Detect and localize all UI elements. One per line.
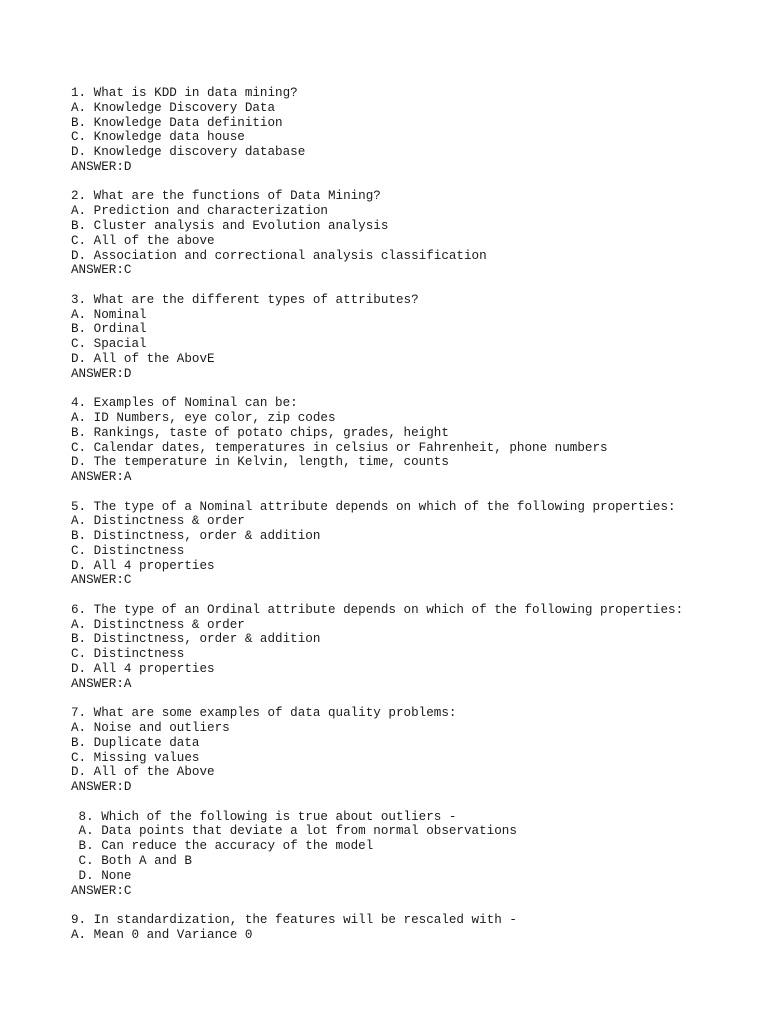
option-d: D. Association and correctional analysis classification xyxy=(71,248,487,263)
answer-line: ANSWER:A xyxy=(71,470,132,485)
question-text: 1. What is KDD in data mining? xyxy=(71,86,298,100)
question-block-9 xyxy=(71,913,751,943)
option-b: B. Distinctness, order & addition xyxy=(71,632,321,647)
answer-line: ANSWER:A xyxy=(71,676,132,691)
option-b: B. Can reduce the accuracy of the model xyxy=(71,839,374,854)
option-a: A. Data points that deviate a lot from normal observations xyxy=(71,824,517,839)
answer-line: ANSWER:C xyxy=(71,263,132,278)
question-text: 2. What are the functions of Data Mining? xyxy=(71,189,381,204)
answer-line: ANSWER:D xyxy=(71,780,132,795)
answer-line: ANSWER:D xyxy=(71,366,132,381)
option-c: C. Spacial xyxy=(71,337,147,352)
quiz-document xyxy=(71,86,751,957)
question-block-8 xyxy=(71,810,751,899)
answer-line: ANSWER:C xyxy=(71,573,132,588)
option-c: C. Missing values xyxy=(71,750,200,765)
question-text: 3. What are the different types of attributes? xyxy=(71,292,419,307)
question-block-1 xyxy=(71,86,751,175)
option-d: D. All 4 properties xyxy=(71,662,215,677)
question-text: 7. What are some examples of data quality problems: xyxy=(71,706,457,721)
question-text: 9. In standardization, the features will be rescaled with - xyxy=(71,913,517,927)
option-b: B. Cluster analysis and Evolution analysis xyxy=(71,218,389,233)
answer-line: ANSWER:D xyxy=(71,159,132,174)
question-text: 6. The type of an Ordinal attribute depends on which of the following properties: xyxy=(71,602,684,617)
option-a: A. Prediction and characterization xyxy=(71,204,328,219)
option-a: A. Noise and outliers xyxy=(71,721,230,736)
question-text: 4. Examples of Nominal can be: xyxy=(71,396,298,411)
option-c: C. Knowledge data house xyxy=(71,130,245,145)
option-a: A. Knowledge Discovery Data xyxy=(71,100,276,115)
question-block-6 xyxy=(71,603,751,692)
option-a: A. Distinctness & order xyxy=(71,617,245,632)
question-block-2 xyxy=(71,189,751,278)
option-a: A. Mean 0 and Variance 0 xyxy=(71,927,253,942)
option-b: B. Distinctness, order & addition xyxy=(71,529,321,544)
option-d: D. None xyxy=(71,868,132,883)
option-c: C. Distinctness xyxy=(71,543,185,558)
option-d: D. Knowledge discovery database xyxy=(71,145,306,160)
answer-line: ANSWER:C xyxy=(71,883,132,898)
question-block-5 xyxy=(71,500,751,589)
option-b: B. Ordinal xyxy=(71,322,147,337)
option-b: B. Knowledge Data definition xyxy=(71,115,283,130)
option-a: A. Nominal xyxy=(71,307,147,322)
option-c: C. All of the above xyxy=(71,233,215,248)
option-d: D. All 4 properties xyxy=(71,558,215,573)
question-text: 5. The type of a Nominal attribute depends on which of the following properties: xyxy=(71,499,676,514)
option-d: D. The temperature in Kelvin, length, time, counts xyxy=(71,455,449,470)
option-c: C. Both A and B xyxy=(71,854,192,869)
option-b: B. Rankings, taste of potato chips, grades, height xyxy=(71,425,449,440)
question-text: 8. Which of the following is true about outliers - xyxy=(71,809,457,824)
option-a: A. Distinctness & order xyxy=(71,514,245,529)
option-d: D. All of the AbovE xyxy=(71,351,215,366)
option-a: A. ID Numbers, eye color, zip codes xyxy=(71,410,336,425)
question-block-3 xyxy=(71,293,751,382)
question-block-7 xyxy=(71,706,751,795)
option-c: C. Calendar dates, temperatures in celsius or Fahrenheit, phone numbers xyxy=(71,440,608,455)
question-block-4 xyxy=(71,396,751,485)
option-c: C. Distinctness xyxy=(71,647,185,662)
option-b: B. Duplicate data xyxy=(71,735,200,750)
option-d: D. All of the Above xyxy=(71,765,215,780)
